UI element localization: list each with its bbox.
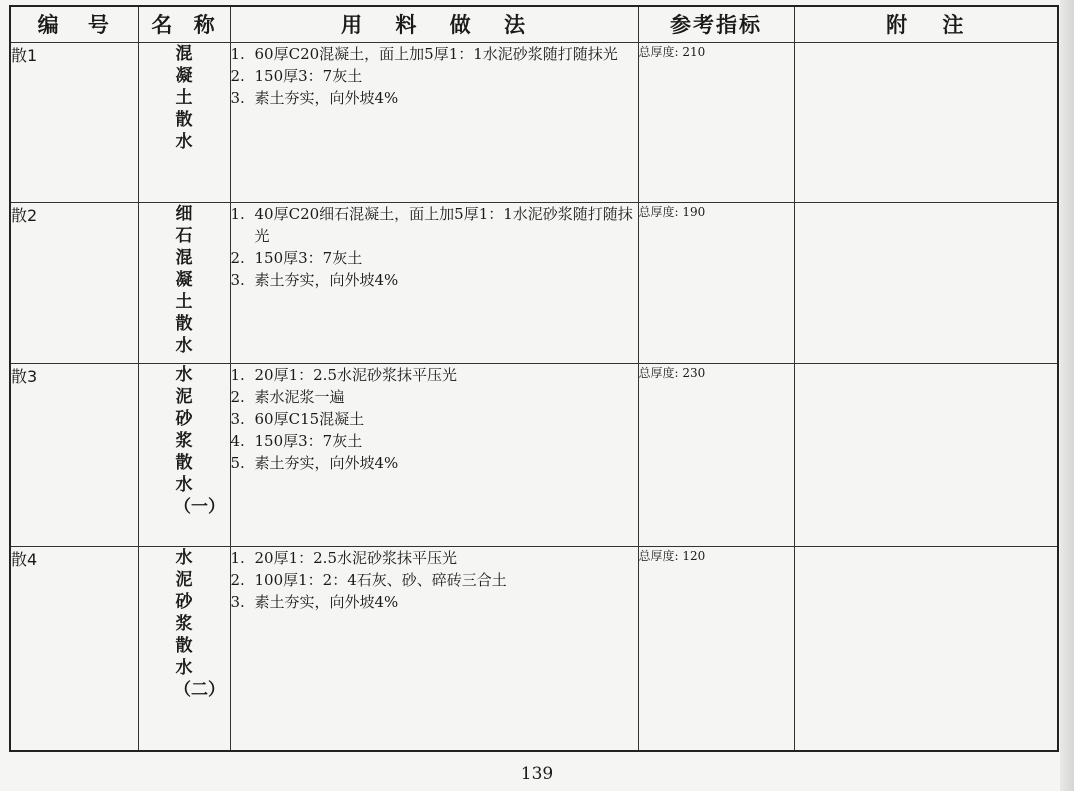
step-number: 1. — [230, 204, 245, 223]
row-note — [794, 363, 1058, 546]
table-row — [10, 202, 1058, 363]
page-edge-shadow — [1060, 0, 1074, 791]
row-reference: 总厚度: 190 — [638, 202, 794, 363]
step-number: 3. — [230, 88, 245, 107]
step-item — [231, 408, 638, 430]
step-text: 40厚C20细石混凝土，面上加5厚1：1水泥砂浆随打随抹光 — [254, 204, 633, 245]
step-item — [231, 87, 638, 109]
row-name: 水泥砂浆散水（二） — [174, 547, 225, 700]
step-number: 3. — [230, 270, 245, 289]
step-text: 素土夯实，向外坡4% — [254, 88, 399, 107]
step-number: 1. — [230, 44, 245, 63]
step-number: 3. — [230, 409, 245, 428]
step-text: 素土夯实，向外坡4% — [254, 270, 399, 289]
step-item — [231, 386, 638, 408]
header-code: 编 号 — [10, 6, 138, 42]
step-text: 20厚1：2.5水泥砂浆抹平压光 — [254, 548, 457, 567]
step-item — [231, 203, 638, 247]
row-code: 散3 — [10, 363, 138, 546]
header-method: 用 料 做 法 — [230, 6, 638, 42]
step-item — [231, 547, 638, 569]
table-row — [10, 42, 1058, 202]
row-code: 散4 — [10, 546, 138, 751]
row-reference: 总厚度: 230 — [638, 363, 794, 546]
step-number: 3. — [230, 592, 245, 611]
step-text: 素水泥浆一遍 — [254, 387, 345, 406]
apron-spec-table — [9, 5, 1059, 752]
step-text: 100厚1：2：4石灰、砂、碎砖三合土 — [254, 570, 507, 589]
step-text: 150厚3：7灰土 — [254, 248, 363, 267]
step-text: 60厚C20混凝土，面上加5厚1：1水泥砂浆随打随抹光 — [254, 44, 618, 63]
step-item — [231, 247, 638, 269]
row-note — [794, 202, 1058, 363]
step-list — [231, 203, 638, 291]
row-reference: 总厚度: 120 — [638, 546, 794, 751]
step-list — [231, 547, 638, 613]
header-name: 名 称 — [138, 6, 230, 42]
step-text: 素土夯实，向外坡4% — [254, 453, 399, 472]
page-number: 139 — [520, 764, 554, 784]
row-reference: 总厚度: 210 — [638, 42, 794, 202]
step-item — [231, 430, 638, 452]
step-number: 2. — [230, 248, 245, 267]
step-list — [231, 43, 638, 109]
row-note — [794, 546, 1058, 751]
row-code: 散1 — [10, 42, 138, 202]
step-item — [231, 591, 638, 613]
step-text: 150厚3：7灰土 — [254, 431, 363, 450]
step-item — [231, 569, 638, 591]
row-name: 混凝土散水 — [175, 43, 193, 152]
header-reference: 参考指标 — [638, 6, 794, 42]
row-note — [794, 42, 1058, 202]
step-number: 5. — [230, 453, 245, 472]
step-item — [231, 269, 638, 291]
table-row — [10, 363, 1058, 546]
step-number: 2. — [230, 66, 245, 85]
step-text: 60厚C15混凝土 — [254, 409, 365, 428]
step-number: 1. — [230, 548, 245, 567]
table-header-row — [10, 6, 1058, 42]
step-number: 2. — [230, 570, 245, 589]
step-number: 1. — [230, 365, 245, 384]
step-item — [231, 364, 638, 386]
step-number: 4. — [230, 431, 245, 450]
step-item — [231, 65, 638, 87]
step-text: 素土夯实，向外坡4% — [254, 592, 399, 611]
row-code: 散2 — [10, 202, 138, 363]
step-item — [231, 43, 638, 65]
row-name: 细石混凝土散水 — [175, 203, 193, 356]
step-list — [231, 364, 638, 474]
step-number: 2. — [230, 387, 245, 406]
header-notes: 附 注 — [794, 6, 1058, 42]
step-text: 150厚3：7灰土 — [254, 66, 363, 85]
step-item — [231, 452, 638, 474]
row-name: 水泥砂浆散水（一） — [174, 364, 225, 517]
step-text: 20厚1：2.5水泥砂浆抹平压光 — [254, 365, 457, 384]
table-row — [10, 546, 1058, 751]
